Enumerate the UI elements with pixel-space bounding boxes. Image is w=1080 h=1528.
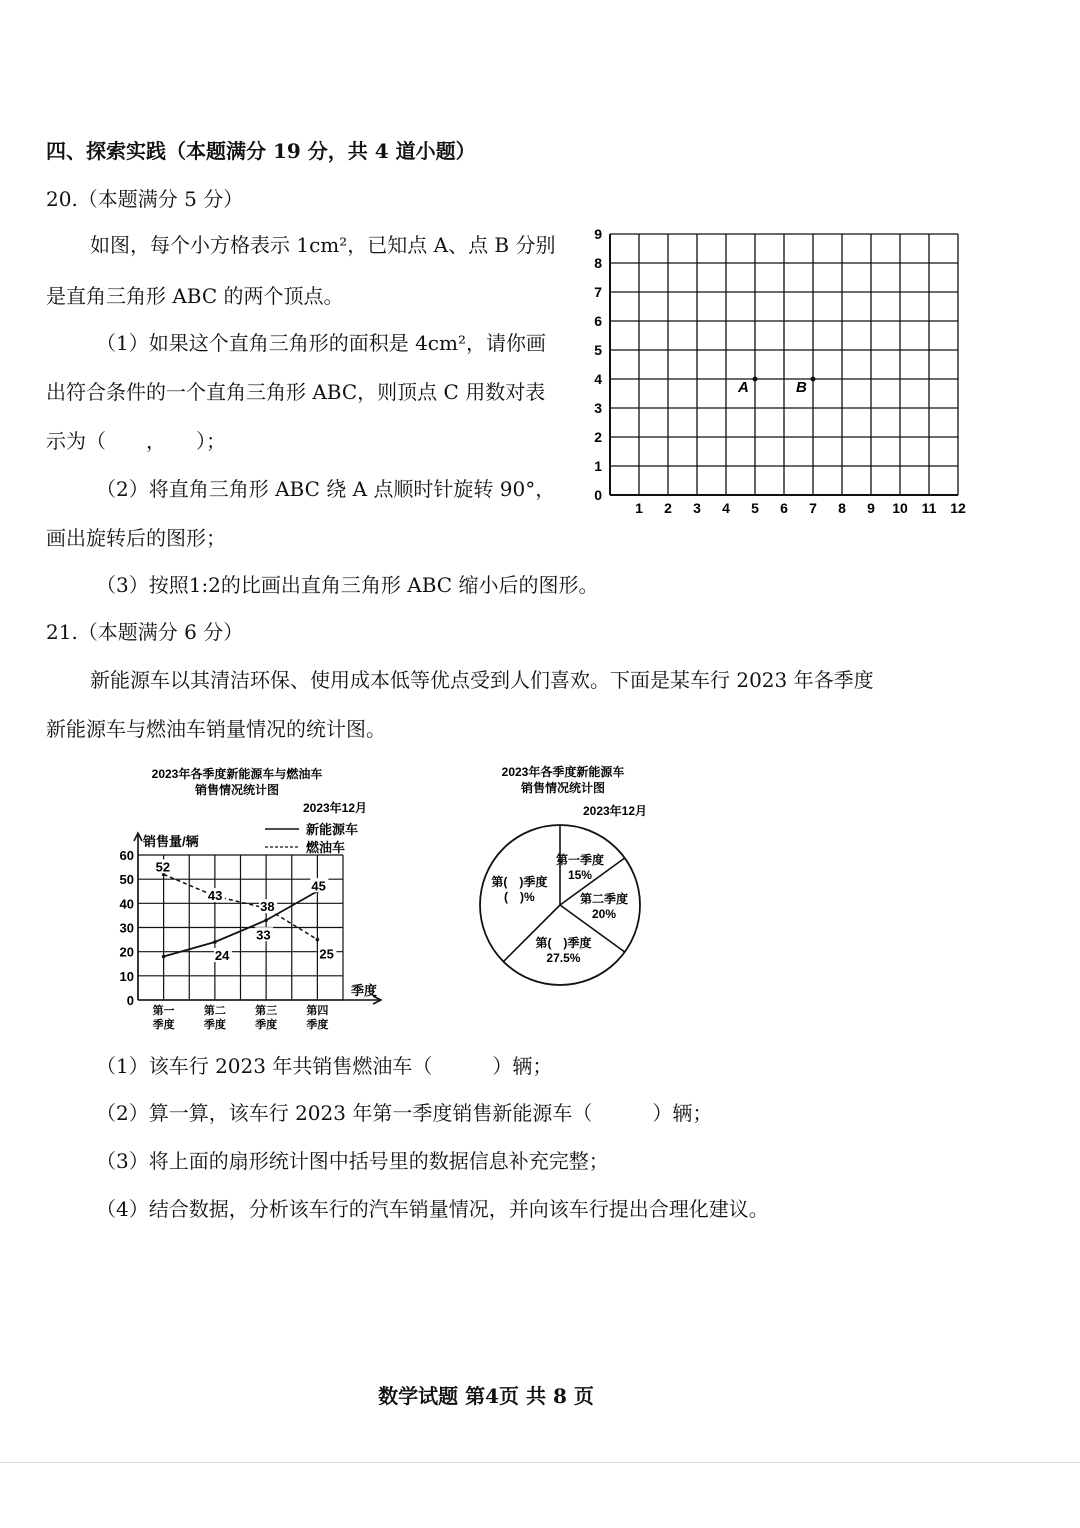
- line-chart-series: [155, 859, 337, 963]
- line-chart-x-ticks: [153, 1003, 329, 1031]
- q21-q3: （3）将上面的扇形统计图中括号里的数据信息补充完整；: [96, 1149, 609, 1173]
- q21-q2: （2）算一算，该车行 2023 年第一季度销售新能源车（ ）辆；: [96, 1101, 713, 1125]
- grid-y-labels: [594, 226, 602, 503]
- q20-part1-c: 示为（ ， ）；: [46, 429, 226, 453]
- point-a-dot: [753, 377, 758, 382]
- legend-new-energy: 新能源车: [306, 822, 359, 837]
- page-footer: 数学试题 第4页 共 8 页: [378, 1384, 594, 1408]
- grid-y-label: 6: [594, 313, 602, 329]
- q21-q4: （4）结合数据，分析该车行的汽车销量情况，并向该车行提出合理化建议。: [96, 1197, 769, 1221]
- grid-y-label: 0: [594, 487, 602, 503]
- grid-x-label: 3: [693, 500, 701, 516]
- series-point: [316, 938, 320, 942]
- data-label: 38: [260, 899, 275, 915]
- coordinate-grid: [590, 225, 990, 525]
- q21-number: 21.（本题满分 6 分）: [46, 620, 244, 644]
- lc-y-tick: 40: [119, 896, 134, 912]
- lc-y-tick: 20: [119, 944, 134, 960]
- grid-x-labels: [635, 500, 966, 516]
- legend-fuel: 燃油车: [306, 840, 346, 855]
- grid-x-label: 1: [635, 500, 643, 516]
- data-label: 43: [207, 888, 223, 904]
- pie-slice-value: 27.5%: [546, 950, 581, 965]
- data-label: 24: [214, 948, 230, 963]
- pie-slice-label: 第( )季度: [535, 935, 592, 950]
- data-label: 45: [311, 878, 326, 894]
- point-b-label: B: [796, 379, 807, 396]
- grid-y-label: 7: [594, 284, 602, 300]
- point-b-dot: [811, 377, 816, 382]
- lc-x-tick: 季度: [203, 1019, 226, 1031]
- grid-x-label: 11: [921, 500, 937, 516]
- lc-y-tick: 30: [119, 920, 134, 936]
- pie-slice-value: ( )%: [504, 890, 535, 905]
- pie-chart-subtitle: 销售情况统计图: [520, 781, 606, 795]
- pie-slice-label: 第( )季度: [491, 875, 548, 890]
- grid-x-label: 6: [780, 500, 788, 516]
- grid-y-label: 4: [594, 371, 602, 387]
- grid-y-label: 5: [594, 342, 602, 358]
- lc-x-tick: 第四: [306, 1005, 329, 1017]
- grid-y-label: 1: [594, 458, 602, 474]
- lc-x-tick: 第二: [203, 1005, 226, 1017]
- q20-intro-2: 是直角三角形 ABC 的两个顶点。: [46, 284, 344, 308]
- lc-x-tick: 季度: [255, 1019, 278, 1031]
- grid-x-label: 4: [722, 500, 730, 516]
- lc-y-tick: 60: [119, 848, 134, 863]
- pie-slice-label: 第一季度: [555, 852, 604, 867]
- q20-intro-1: 如图，每个小方格表示 1cm²，已知点 A、点 B 分别: [90, 233, 556, 257]
- lc-x-tick: 季度: [306, 1019, 329, 1031]
- q21-intro-1: 新能源车以其清洁环保、使用成本低等优点受到人们喜欢。下面是某车行 2023 年各季度: [90, 668, 874, 692]
- line-chart-y-ticks: [120, 848, 134, 1008]
- q20-part2-a: （2）将直角三角形 ABC 绕 A 点顺时针旋转 90°，: [96, 477, 556, 501]
- q21-intro-2: 新能源车与燃油车销量情况的统计图。: [46, 717, 386, 741]
- line-chart: [105, 760, 405, 1040]
- line-chart-xlabel: 季度: [351, 983, 378, 998]
- q20-part2-b: 画出旋转后的图形；: [46, 526, 226, 550]
- data-label: 52: [155, 859, 171, 875]
- lc-y-tick: 10: [119, 968, 134, 984]
- q20-part1-a: （1）如果这个直角三角形的面积是 4cm²，请你画: [96, 331, 546, 355]
- lc-x-tick: 季度: [152, 1019, 175, 1031]
- lc-y-tick: 0: [126, 993, 134, 1008]
- pie-slice-label: 第二季度: [579, 892, 629, 906]
- grid-lines: [610, 234, 958, 495]
- grid-x-label: 7: [809, 500, 817, 516]
- series-point: [162, 955, 166, 959]
- line-chart-axes: [134, 833, 381, 1004]
- q20-part3: （3）按照1:2的比画出直角三角形 ABC 缩小后的图形。: [96, 573, 599, 597]
- series-point: [213, 940, 217, 944]
- line-chart-ylabel: 销售量/辆: [143, 834, 199, 849]
- q20-part1-b: 出符合条件的一个直角三角形 ABC，则顶点 C 用数对表: [46, 380, 546, 404]
- q20-number: 20.（本题满分 5 分）: [46, 187, 244, 211]
- grid-y-label: 3: [594, 400, 602, 416]
- line-chart-subtitle: 销售情况统计图: [194, 783, 280, 797]
- lc-x-tick: 第一: [152, 1005, 175, 1017]
- pie-chart: [470, 760, 660, 1000]
- q21-q1: （1）该车行 2023 年共销售燃油车（ ）辆；: [96, 1054, 553, 1078]
- data-label: 25: [319, 946, 334, 962]
- grid-x-label: 10: [892, 500, 908, 516]
- line-chart-date: 2023年12月: [302, 801, 368, 815]
- pie-chart-title: 2023年各季度新能源车: [501, 765, 625, 779]
- lc-y-tick: 50: [119, 872, 134, 888]
- pie-slice-value: 20%: [591, 907, 617, 921]
- section-heading: 四、探索实践（本题满分 19 分，共 4 道小题）: [46, 139, 476, 163]
- line-chart-title: 2023年各季度新能源车与燃油车: [151, 767, 323, 781]
- grid-x-label: 8: [838, 500, 846, 516]
- grid-x-label: 5: [751, 500, 759, 516]
- grid-y-label: 8: [594, 255, 602, 271]
- lc-x-tick: 第三: [255, 1005, 278, 1017]
- line-chart-grid: [138, 855, 343, 1000]
- point-a-label: A: [738, 379, 749, 396]
- series-point: [264, 918, 268, 922]
- data-label: 33: [256, 927, 271, 943]
- pie-chart-date: 2023年12月: [582, 804, 648, 818]
- pie-slice-value: 15%: [567, 867, 592, 882]
- grid-x-label: 12: [950, 500, 966, 516]
- footer-divider: [0, 1462, 1080, 1463]
- grid-y-label: 2: [594, 429, 602, 445]
- grid-y-label: 9: [594, 226, 602, 242]
- grid-x-label: 9: [867, 500, 875, 516]
- grid-x-label: 2: [664, 500, 672, 516]
